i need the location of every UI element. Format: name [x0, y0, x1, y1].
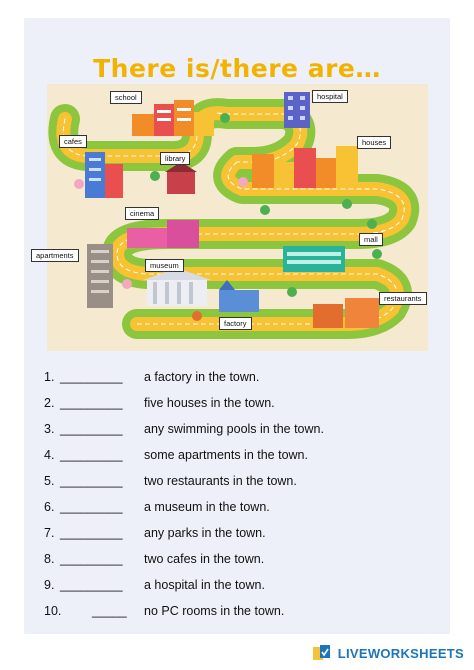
answer-blank[interactable]: _________ — [60, 578, 123, 592]
map-label-cinema: cinema — [125, 207, 159, 220]
liveworksheets-logo-icon — [312, 643, 334, 663]
question-text: some apartments in the town. — [144, 448, 308, 462]
answer-blank[interactable]: _________ — [60, 474, 123, 488]
question-text: a hospital in the town. — [144, 578, 265, 592]
map-label-hospital: hospital — [312, 90, 348, 103]
question-text: five houses in the town. — [144, 396, 275, 410]
question-text: a factory in the town. — [144, 370, 260, 384]
question-text: any parks in the town. — [144, 526, 266, 540]
footer-branding[interactable] — [312, 640, 464, 666]
answer-blank[interactable]: _________ — [60, 552, 123, 566]
question-number: 8. — [44, 552, 55, 566]
question-number: 6. — [44, 500, 55, 514]
mall-building — [283, 246, 345, 272]
answer-blank[interactable]: _________ — [60, 396, 123, 410]
question-number: 10. — [44, 604, 62, 618]
hospital-building — [284, 92, 310, 128]
answer-blank[interactable]: _________ — [60, 500, 123, 514]
map-label-cafes: cafes — [59, 135, 87, 148]
apartments-building — [87, 244, 113, 308]
question-number: 4. — [44, 448, 55, 462]
question-text: any swimming pools in the town. — [144, 422, 324, 436]
map-label-apartments: apartments — [31, 249, 79, 262]
map-label-school: school — [110, 91, 142, 104]
brand-name: LIVEWORKSHEETS — [337, 645, 464, 661]
answer-blank[interactable]: _________ — [60, 422, 123, 436]
map-label-library: library — [160, 152, 190, 165]
question-number: 5. — [44, 474, 55, 488]
question-number: 7. — [44, 526, 55, 540]
map-label-houses: houses — [357, 136, 391, 149]
map-label-museum: museum — [145, 259, 184, 272]
page-title: There is/there are… — [93, 54, 381, 83]
map-label-restaurants: restaurants — [379, 292, 427, 305]
question-text: two cafes in the town. — [144, 552, 265, 566]
town-map-illustration — [47, 84, 428, 351]
answer-blank[interactable]: _________ — [60, 370, 123, 384]
map-label-factory: factory — [219, 317, 252, 330]
question-text: no PC rooms in the town. — [144, 604, 285, 618]
restaurants-buildings — [313, 298, 379, 328]
question-number: 9. — [44, 578, 55, 592]
town-map — [36, 84, 428, 351]
question-number: 2. — [44, 396, 55, 410]
question-number: 3. — [44, 422, 55, 436]
answer-blank[interactable]: _____ — [92, 604, 127, 618]
answer-blank[interactable]: _________ — [60, 526, 123, 540]
map-label-mall: mall — [359, 233, 383, 246]
question-number: 1. — [44, 370, 55, 384]
question-text: a museum in the town. — [144, 500, 270, 514]
question-text: two restaurants in the town. — [144, 474, 297, 488]
answer-blank[interactable]: _________ — [60, 448, 123, 462]
